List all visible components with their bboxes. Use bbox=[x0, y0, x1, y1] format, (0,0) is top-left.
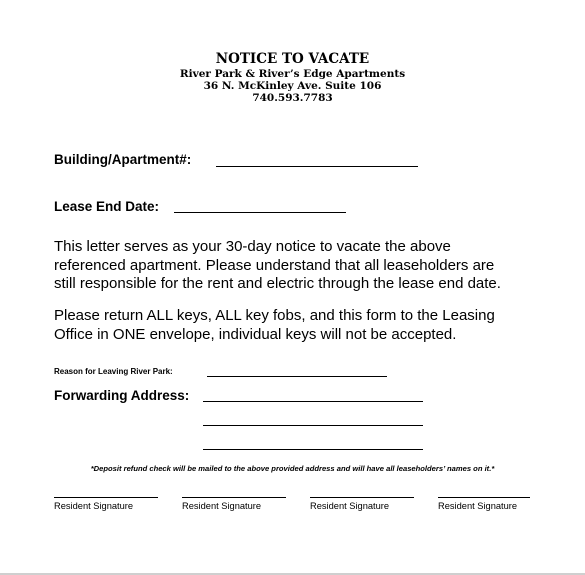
key-return-line: Please return ALL keys, ALL key fobs, and this form to the Leasing bbox=[54, 307, 495, 324]
property-name: River Park & River’s Edge Apartments bbox=[179, 68, 406, 80]
notice-line: This letter serves as your 30-day notice to vacate the above bbox=[54, 238, 451, 255]
resident-signature-label: Resident Signature bbox=[438, 501, 518, 511]
forwarding-address-label: Forwarding Address: bbox=[54, 388, 190, 403]
building-apartment-line[interactable] bbox=[216, 166, 418, 167]
key-return-line: Office in ONE envelope, individual keys will not be accepted. bbox=[54, 325, 457, 343]
signature-line-2[interactable] bbox=[182, 497, 286, 498]
forwarding-address-line-1[interactable] bbox=[203, 401, 423, 402]
resident-signature-label: Resident Signature bbox=[54, 501, 134, 511]
lease-end-date-line[interactable] bbox=[174, 212, 346, 213]
notice-line: still responsible for the rent and electric through the lease end date. bbox=[54, 275, 501, 292]
building-apartment-label: Building/Apartment#: bbox=[54, 152, 192, 167]
forwarding-address-line-2[interactable] bbox=[203, 425, 423, 426]
notice-paragraph bbox=[54, 238, 501, 294]
lease-end-date-label: Lease End Date: bbox=[54, 199, 160, 214]
deposit-refund-note: *Deposit refund check will be mailed to the above provided address and will have all leaseholders’ names on it.* bbox=[90, 464, 495, 473]
resident-signature-label: Resident Signature bbox=[182, 501, 262, 511]
reason-for-leaving-line[interactable] bbox=[207, 376, 387, 377]
resident-signature-label: Resident Signature bbox=[310, 501, 390, 511]
reason-for-leaving-label: Reason for Leaving River Park: bbox=[54, 367, 173, 376]
document-title: NOTICE TO VACATE bbox=[215, 51, 370, 67]
signature-line-1[interactable] bbox=[54, 497, 158, 498]
office-address: 36 N. McKinley Ave. Suite 106 bbox=[203, 80, 382, 92]
office-phone: 740.593.7783 bbox=[252, 92, 333, 104]
signature-line-4[interactable] bbox=[438, 497, 530, 498]
notice-line: referenced apartment. Please understand that all leaseholders are bbox=[54, 256, 495, 274]
key-return-paragraph bbox=[54, 307, 495, 344]
signature-line-3[interactable] bbox=[310, 497, 414, 498]
forwarding-address-line-3[interactable] bbox=[203, 449, 423, 450]
